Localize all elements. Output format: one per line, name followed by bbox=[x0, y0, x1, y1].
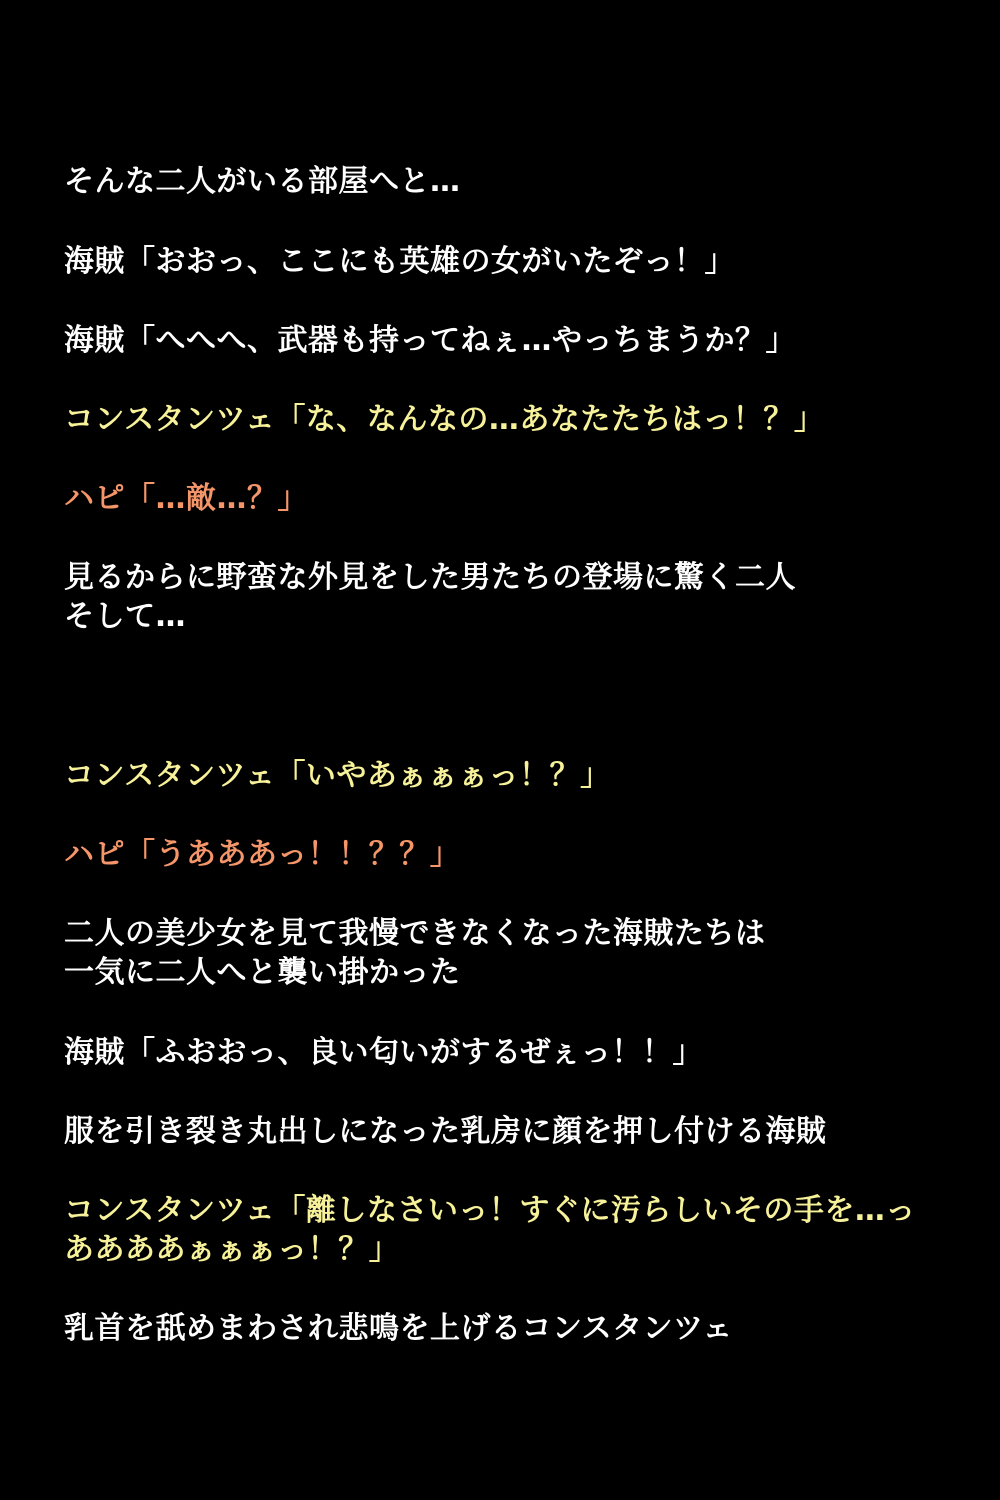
constanze-dialogue: コンスタンツェ「いやあぁぁぁっ！？」 bbox=[64, 758, 611, 793]
narration-line: 乳首を舐めまわされ悲鳴を上げるコンスタンツェ bbox=[64, 1311, 733, 1346]
narration-line: 服を引き裂き丸出しになった乳房に顔を押し付ける海賊 bbox=[64, 1114, 827, 1149]
narration-line: そんな二人がいる部屋へと… bbox=[64, 164, 461, 199]
pirate-dialogue: 海賊「へへへ、武器も持ってねぇ…やっちまうか？」 bbox=[64, 323, 796, 358]
narration-line: 二人の美少女を見て我慢できなくなった海賊たちは bbox=[64, 916, 766, 951]
pirate-dialogue: 海賊「おおっ、ここにも英雄の女がいたぞっ！」 bbox=[64, 244, 735, 279]
hapi-dialogue: ハピ「うあああっ！！？？」 bbox=[64, 837, 461, 872]
pirate-dialogue: 海賊「ふおおっ、良い匂いがするぜぇっ！！」 bbox=[64, 1035, 703, 1070]
narration-line: 見るからに野蛮な外見をした男たちの登場に驚く二人 bbox=[64, 560, 796, 595]
narration-line: そして… bbox=[64, 599, 186, 634]
constanze-dialogue: コンスタンツェ「離しなさいっ！すぐに汚らしいその手を…っ bbox=[64, 1193, 916, 1228]
constanze-dialogue: ああああぁぁぁっ！？」 bbox=[64, 1232, 400, 1267]
constanze-dialogue: コンスタンツェ「な、なんなの…あなたたちはっ！？」 bbox=[64, 402, 825, 437]
narration-line: 一気に二人へと襲い掛かった bbox=[64, 955, 461, 990]
hapi-dialogue: ハピ「…敵…？」 bbox=[64, 481, 308, 516]
